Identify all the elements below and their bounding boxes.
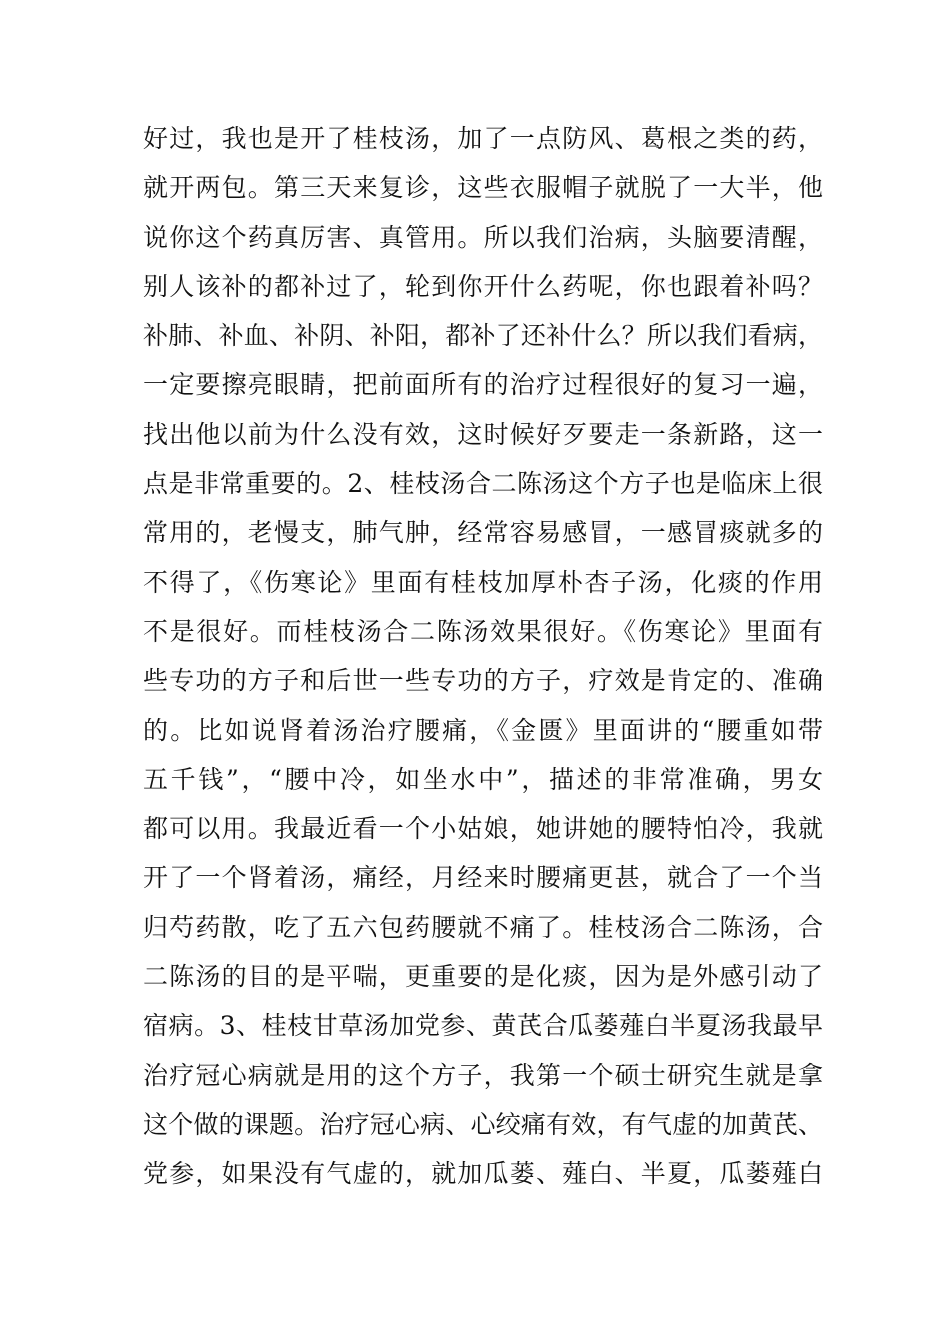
body-text <box>143 114 823 1199</box>
text-line: 宿病。3、桂枝甘草汤加党参、黄芪合瓜蒌薤白半夏汤我最早 <box>143 1011 823 1041</box>
text-line: 找出他以前为什么没有效，这时候好歹要走一条新路，这一 <box>143 419 823 449</box>
text-line: 五千钱”，“腰中冷，如坐水中”，描述的非常准确，男女 <box>143 764 823 794</box>
text-line: 补肺、补血、补阴、补阳，都补了还补什么？所以我们看病， <box>143 321 823 351</box>
text-line: 开了一个肾着汤，痛经，月经来时腰痛更甚，就合了一个当 <box>143 863 823 893</box>
text-line: 常用的，老慢支，肺气肿，经常容易感冒，一感冒痰就多的 <box>143 518 823 548</box>
text-line: 不得了，《伤寒论》里面有桂枝加厚朴杏子汤，化痰的作用 <box>143 567 823 597</box>
text-line: 都可以用。我最近看一个小姑娘，她讲她的腰特怕冷，我就 <box>143 814 823 844</box>
text-line: 二陈汤的目的是平喘，更重要的是化痰，因为是外感引动了 <box>143 962 823 992</box>
text-line: 些专功的方子和后世一些专功的方子，疗效是肯定的、准确 <box>143 666 823 696</box>
text-line: 治疗冠心病就是用的这个方子，我第一个硕士研究生就是拿 <box>143 1060 823 1090</box>
text-line: 不是很好。而桂枝汤合二陈汤效果很好。《伤寒论》里面有 <box>143 616 823 646</box>
text-line: 点是非常重要的。2、桂枝汤合二陈汤这个方子也是临床上很 <box>143 469 823 499</box>
text-line: 党参，如果没有气虚的，就加瓜蒌、薤白、半夏，瓜蒌薤白 <box>143 1159 823 1189</box>
text-line: 这个做的课题。治疗冠心病、心绞痛有效，有气虚的加黄芪、 <box>143 1109 823 1139</box>
text-line: 说你这个药真厉害、真管用。所以我们治病，头脑要清醒， <box>143 222 823 252</box>
text-line: 一定要擦亮眼睛，把前面所有的治疗过程很好的复习一遍， <box>143 370 823 400</box>
text-line: 好过，我也是开了桂枝汤，加了一点防风、葛根之类的药， <box>143 124 823 153</box>
text-line: 别人该补的都补过了，轮到你开什么药呢，你也跟着补吗？ <box>143 271 823 301</box>
text-line: 归芍药散，吃了五六包药腰就不痛了。桂枝汤合二陈汤，合 <box>143 912 823 942</box>
text-line: 的。比如说肾着汤治疗腰痛，《金匮》里面讲的“腰重如带 <box>143 715 823 745</box>
text-line: 就开两包。第三天来复诊，这些衣服帽子就脱了一大半，他 <box>143 173 823 203</box>
